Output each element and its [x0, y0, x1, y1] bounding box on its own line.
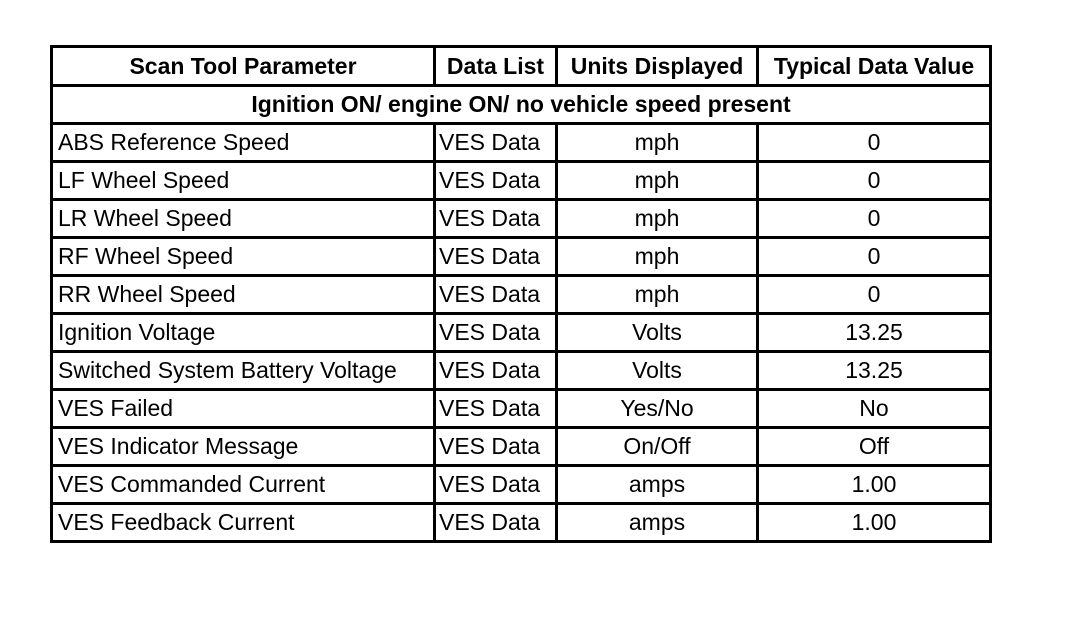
parameter-cell: LF Wheel Speed — [52, 162, 435, 200]
data-list-cell: VES Data — [435, 124, 557, 162]
parameter-cell: VES Failed — [52, 390, 435, 428]
header-units-displayed: Units Displayed — [557, 47, 758, 86]
parameter-cell: LR Wheel Speed — [52, 200, 435, 238]
parameter-cell: RR Wheel Speed — [52, 276, 435, 314]
header-typical-data-value: Typical Data Value — [758, 47, 991, 86]
typical-value-cell: No — [758, 390, 991, 428]
units-cell: Volts — [557, 314, 758, 352]
data-list-cell: VES Data — [435, 162, 557, 200]
data-list-cell: VES Data — [435, 238, 557, 276]
table-row — [52, 390, 991, 428]
units-cell: mph — [557, 124, 758, 162]
units-cell: mph — [557, 200, 758, 238]
table-row — [52, 238, 991, 276]
typical-value-cell: 1.00 — [758, 504, 991, 542]
parameter-cell: RF Wheel Speed — [52, 238, 435, 276]
header-row — [52, 47, 991, 86]
parameter-cell: Ignition Voltage — [52, 314, 435, 352]
section-label: Ignition ON/ engine ON/ no vehicle speed present — [52, 86, 991, 124]
table-row — [52, 466, 991, 504]
data-list-cell: VES Data — [435, 428, 557, 466]
table-row — [52, 504, 991, 542]
data-list-cell: VES Data — [435, 200, 557, 238]
data-list-cell: VES Data — [435, 390, 557, 428]
data-list-cell: VES Data — [435, 352, 557, 390]
typical-value-cell: 0 — [758, 238, 991, 276]
typical-value-cell: Off — [758, 428, 991, 466]
typical-value-cell: 0 — [758, 200, 991, 238]
table-row — [52, 352, 991, 390]
units-cell: Volts — [557, 352, 758, 390]
header-data-list: Data List — [435, 47, 557, 86]
table-row — [52, 276, 991, 314]
parameter-cell: Switched System Battery Voltage — [52, 352, 435, 390]
table-row — [52, 314, 991, 352]
data-list-cell: VES Data — [435, 466, 557, 504]
parameter-cell: VES Indicator Message — [52, 428, 435, 466]
data-list-cell: VES Data — [435, 276, 557, 314]
typical-value-cell: 0 — [758, 276, 991, 314]
data-list-cell: VES Data — [435, 314, 557, 352]
units-cell: mph — [557, 238, 758, 276]
units-cell: Yes/No — [557, 390, 758, 428]
parameter-cell: VES Commanded Current — [52, 466, 435, 504]
table-row — [52, 162, 991, 200]
units-cell: On/Off — [557, 428, 758, 466]
units-cell: amps — [557, 466, 758, 504]
units-cell: mph — [557, 162, 758, 200]
table-body — [52, 86, 991, 542]
units-cell: amps — [557, 504, 758, 542]
parameter-cell: VES Feedback Current — [52, 504, 435, 542]
table-row — [52, 200, 991, 238]
typical-value-cell: 1.00 — [758, 466, 991, 504]
scan-tool-data-table — [50, 45, 992, 543]
typical-value-cell: 0 — [758, 162, 991, 200]
header-scan-tool-parameter: Scan Tool Parameter — [52, 47, 435, 86]
typical-value-cell: 0 — [758, 124, 991, 162]
table-row — [52, 428, 991, 466]
typical-value-cell: 13.25 — [758, 352, 991, 390]
table-row — [52, 124, 991, 162]
typical-value-cell: 13.25 — [758, 314, 991, 352]
units-cell: mph — [557, 276, 758, 314]
section-row — [52, 86, 991, 124]
data-list-cell: VES Data — [435, 504, 557, 542]
parameter-cell: ABS Reference Speed — [52, 124, 435, 162]
